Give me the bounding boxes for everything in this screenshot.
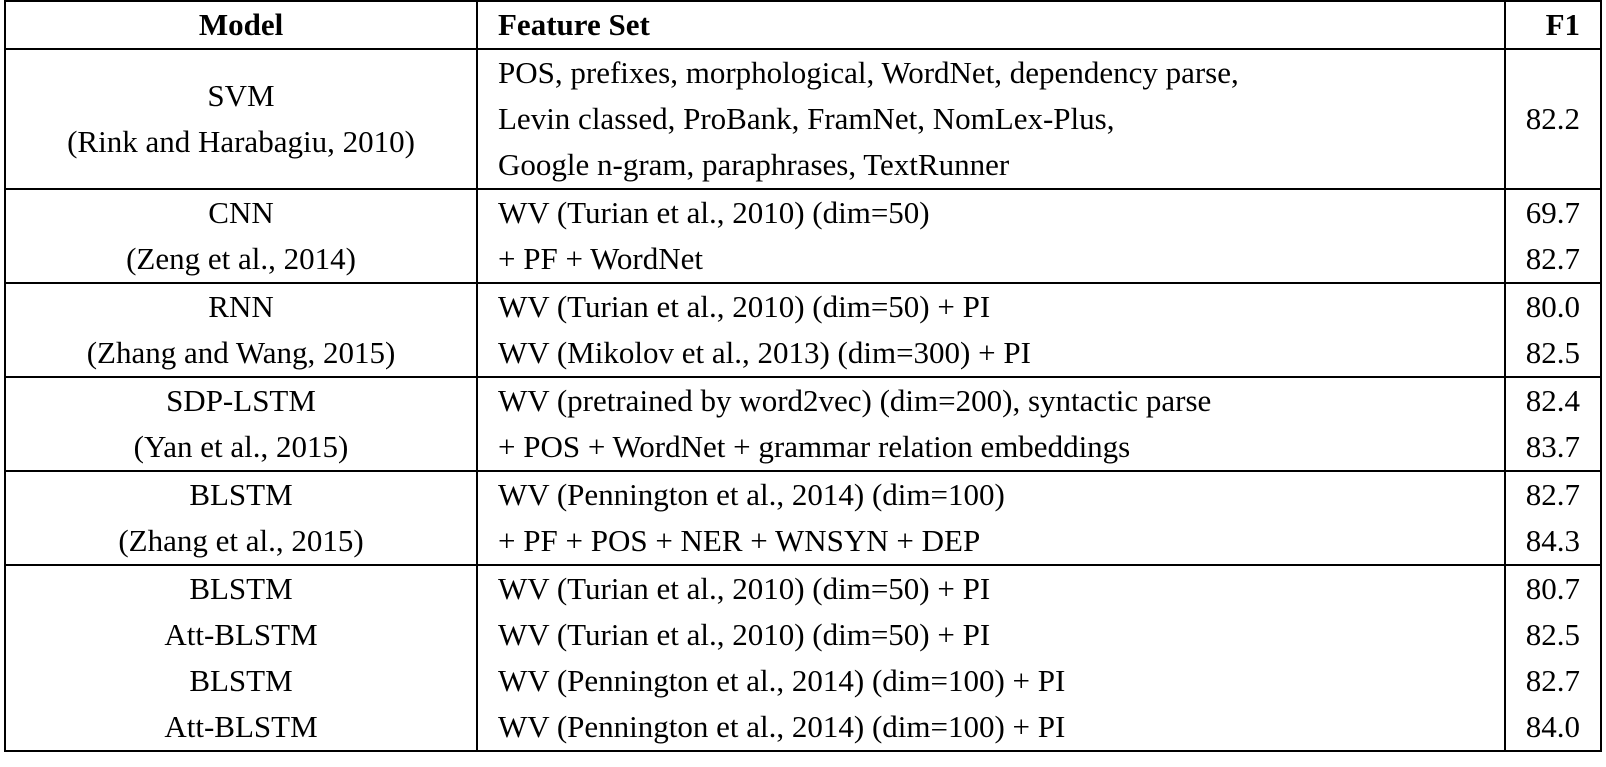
table-row xyxy=(5,377,1601,424)
table-row xyxy=(5,49,1601,189)
model-cell: BLSTM xyxy=(5,471,477,518)
feature-line: Google n-gram, paraphrases, TextRunner xyxy=(498,147,1010,182)
header-feature-set: Feature Set xyxy=(477,1,1505,49)
feature-cell: WV (pretrained by word2vec) (dim=200), syntactic parse xyxy=(477,377,1505,424)
header-f1: F1 xyxy=(1505,1,1601,49)
feature-cell: WV (Pennington et al., 2014) (dim=100) + PI xyxy=(477,704,1505,751)
feature-cell: WV (Turian et al., 2010) (dim=50) + PI xyxy=(477,565,1505,612)
table-row xyxy=(5,424,1601,471)
header-model: Model xyxy=(5,1,477,49)
results-table xyxy=(4,0,1602,752)
table-row xyxy=(5,471,1601,518)
model-cell: Att-BLSTM xyxy=(5,612,477,658)
feature-cell: WV (Mikolov et al., 2013) (dim=300) + PI xyxy=(477,330,1505,377)
table-row xyxy=(5,236,1601,283)
table-row xyxy=(5,330,1601,377)
table-row xyxy=(5,612,1601,658)
f1-cell: 69.7 xyxy=(1505,189,1601,236)
table-row xyxy=(5,189,1601,236)
f1-cell: 80.0 xyxy=(1505,283,1601,330)
model-name: SVM xyxy=(207,78,275,113)
f1-cell: 82.4 xyxy=(1505,377,1601,424)
model-cell: (Zhang et al., 2015) xyxy=(5,518,477,565)
header-row xyxy=(5,1,1601,49)
f1-cell: 82.2 xyxy=(1505,49,1601,189)
model-cell: RNN xyxy=(5,283,477,330)
table-row xyxy=(5,658,1601,704)
f1-cell: 84.0 xyxy=(1505,704,1601,751)
f1-cell: 84.3 xyxy=(1505,518,1601,565)
model-cell: (Zeng et al., 2014) xyxy=(5,236,477,283)
model-cell: BLSTM xyxy=(5,565,477,612)
f1-cell: 82.5 xyxy=(1505,612,1601,658)
model-cell xyxy=(5,49,477,189)
feature-cell: + POS + WordNet + grammar relation embeddings xyxy=(477,424,1505,471)
table-row xyxy=(5,704,1601,751)
model-cell: BLSTM xyxy=(5,658,477,704)
f1-cell: 80.7 xyxy=(1505,565,1601,612)
model-cell: Att-BLSTM xyxy=(5,704,477,751)
feature-cell: + PF + POS + NER + WNSYN + DEP xyxy=(477,518,1505,565)
model-citation: (Rink and Harabagiu, 2010) xyxy=(67,124,415,159)
feature-cell: WV (Turian et al., 2010) (dim=50) xyxy=(477,189,1505,236)
f1-cell: 82.7 xyxy=(1505,471,1601,518)
table-row xyxy=(5,283,1601,330)
f1-cell: 82.7 xyxy=(1505,236,1601,283)
feature-cell: WV (Pennington et al., 2014) (dim=100) xyxy=(477,471,1505,518)
model-cell: CNN xyxy=(5,189,477,236)
f1-cell: 82.5 xyxy=(1505,330,1601,377)
feature-cell: WV (Turian et al., 2010) (dim=50) + PI xyxy=(477,283,1505,330)
feature-cell: + PF + WordNet xyxy=(477,236,1505,283)
f1-cell: 82.7 xyxy=(1505,658,1601,704)
table-row xyxy=(5,518,1601,565)
feature-cell xyxy=(477,49,1505,189)
model-cell: (Yan et al., 2015) xyxy=(5,424,477,471)
model-cell: SDP-LSTM xyxy=(5,377,477,424)
table-row xyxy=(5,565,1601,612)
feature-line: POS, prefixes, morphological, WordNet, dependency parse, xyxy=(498,55,1239,90)
feature-cell: WV (Turian et al., 2010) (dim=50) + PI xyxy=(477,612,1505,658)
feature-cell: WV (Pennington et al., 2014) (dim=100) + PI xyxy=(477,658,1505,704)
model-cell: (Zhang and Wang, 2015) xyxy=(5,330,477,377)
f1-cell: 83.7 xyxy=(1505,424,1601,471)
feature-line: Levin classed, ProBank, FramNet, NomLex-Plus, xyxy=(498,101,1115,136)
